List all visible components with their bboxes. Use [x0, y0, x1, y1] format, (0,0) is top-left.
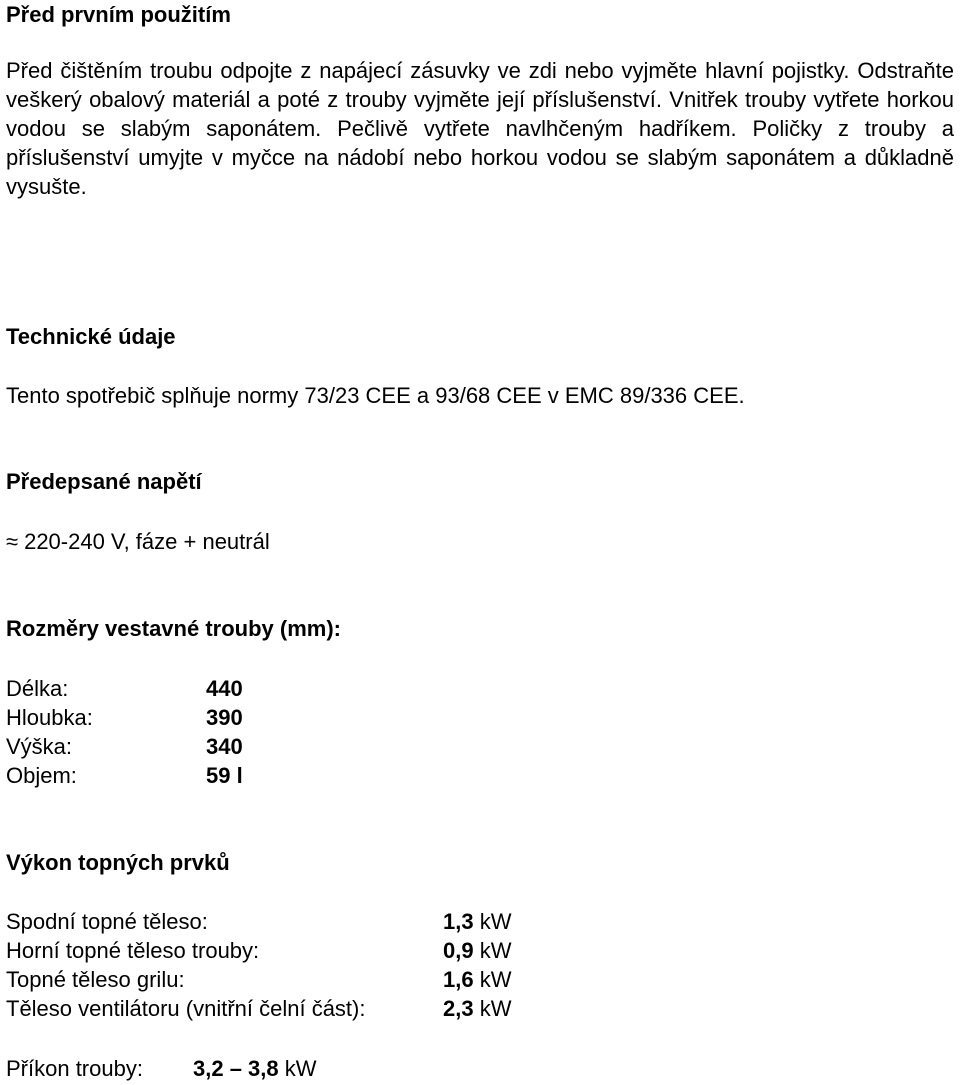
power-unit: kW	[479, 996, 512, 1021]
technical-heading: Technické údaje	[6, 324, 176, 349]
power-value: 0,9	[443, 938, 474, 963]
input-power-value: 3,2 – 3,8	[193, 1056, 279, 1081]
power-unit: kW	[479, 938, 512, 963]
dimension-value: 59 l	[206, 763, 243, 788]
dimension-value: 440	[206, 676, 243, 701]
power-value: 1,3	[443, 909, 474, 934]
technical-text: Tento spotřebič splňuje normy 73/23 CEE a 93/68 CEE v EMC 89/336 CEE.	[6, 383, 745, 408]
voltage-line	[6, 527, 954, 556]
power-unit: kW	[479, 909, 512, 934]
voltage-heading: Předepsané napětí	[6, 469, 202, 494]
power-value: 1,6	[443, 967, 474, 992]
power-label: Spodní topné těleso:	[6, 909, 208, 934]
dimension-label: Objem:	[6, 763, 77, 788]
dimension-value: 340	[206, 734, 243, 759]
power-label: Těleso ventilátoru (vnitřní čelní část):	[6, 996, 366, 1021]
dimension-value: 390	[206, 705, 243, 730]
dimensions-heading: Rozměry vestavné trouby (mm):	[6, 616, 341, 641]
power-unit: kW	[479, 967, 512, 992]
power-heading: Výkon topných prvků	[6, 850, 230, 875]
input-power-label: Příkon trouby:	[6, 1056, 143, 1081]
power-label: Topné těleso grilu:	[6, 967, 185, 992]
approx-symbol: ≈	[6, 529, 19, 554]
power-label: Horní topné těleso trouby:	[6, 938, 260, 963]
dimension-label: Hloubka:	[6, 705, 93, 730]
power-value: 2,3	[443, 996, 474, 1021]
voltage-text: 220-240 V, fáze + neutrál	[24, 529, 270, 554]
dimension-label: Výška:	[6, 734, 73, 759]
dimension-label: Délka:	[6, 676, 69, 701]
input-power-unit: kW	[284, 1056, 317, 1081]
first-use-heading: Před prvním použitím	[6, 2, 231, 27]
first-use-paragraph: Před čištěním troubu odpojte z napájecí zásuvky ve zdi nebo vyjměte hlavní pojistky. Odstraňte veškerý obalový materiál a poté z trouby vyjměte její příslušenství. Vnitřek trouby vytřete horkou vodou se slabým saponátem. Pečlivě vytřete navlhčeným hadříkem. Poličky z trouby a příslušenství umyjte v myčce na nádobí nebo horkou vodou se slabým saponátem a důkladně vysušte.	[6, 58, 954, 199]
